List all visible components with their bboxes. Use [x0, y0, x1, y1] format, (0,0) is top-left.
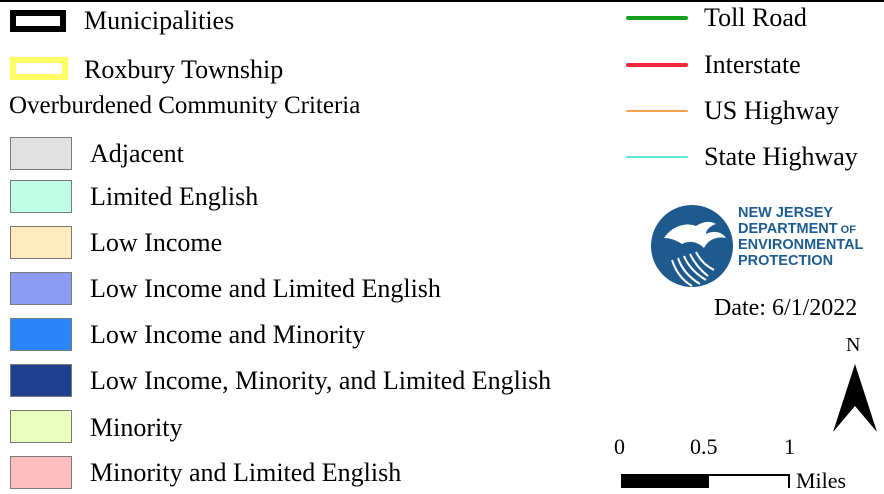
agency-line-2: [738, 222, 863, 239]
criteria-swatch-low-income-limited-english: [10, 272, 72, 305]
interstate-line: [626, 63, 688, 67]
agency-line-1: NEW JERSEY: [738, 205, 834, 221]
criteria-swatch-limited-english: [10, 180, 72, 213]
map-date: Date: 6/1/2022: [714, 295, 858, 321]
scale-segment-black: [621, 474, 707, 488]
criteria-swatch-low-income: [10, 226, 72, 259]
criteria-label-low-income-limited-english: Low Income and Limited English: [90, 274, 441, 303]
north-label: N: [846, 334, 861, 356]
criteria-label-minority-limited-english: Minority and Limited English: [90, 458, 402, 487]
criteria-swatch-minority-limited-english: [10, 456, 72, 489]
criteria-heading: Overburdened Community Criteria: [9, 92, 361, 119]
criteria-label-limited-english: Limited English: [90, 182, 259, 211]
criteria-label-low-income-minority-limited-english: Low Income, Minority, and Limited English: [90, 366, 552, 395]
criteria-swatch-adjacent: [10, 137, 72, 170]
criteria-swatch-minority: [10, 410, 72, 443]
criteria-swatch-low-income-minority: [10, 318, 72, 351]
scale-segment-white: [707, 474, 790, 488]
roxbury-swatch: [10, 57, 68, 80]
toll-road-label: Toll Road: [704, 3, 807, 32]
njdep-logo: [650, 204, 884, 290]
criteria-label-low-income: Low Income: [90, 228, 223, 257]
toll-road-line: [626, 16, 688, 20]
agency-name: [738, 206, 863, 269]
state-highway-line: [626, 156, 688, 158]
criteria-swatch-low-income-minority-limited-english: [10, 364, 72, 397]
us-highway-line: [626, 110, 688, 112]
scale-units: Miles: [796, 468, 847, 493]
agency-line-2-small: OF: [837, 223, 856, 236]
agency-line-2-main: DEPARTMENT: [738, 220, 838, 237]
scale-tick-0: 0: [614, 434, 625, 459]
scale-tick-0-5: 0.5: [690, 434, 718, 459]
top-border: [0, 0, 884, 2]
state-highway-label: State Highway: [704, 142, 858, 171]
njdep-seal-icon: [650, 204, 736, 290]
scale-tick-1: 1: [784, 434, 795, 459]
agency-line-4: PROTECTION: [738, 252, 834, 269]
us-highway-label: US Highway: [704, 96, 840, 125]
criteria-label-minority: Minority: [90, 413, 183, 442]
municipalities-swatch: [10, 10, 66, 32]
interstate-label: Interstate: [704, 50, 801, 79]
criteria-label-adjacent: Adjacent: [90, 139, 184, 168]
municipalities-label: Municipalities: [84, 6, 235, 35]
agency-line-3: ENVIRONMENTAL: [738, 237, 864, 253]
criteria-label-low-income-minority: Low Income and Minority: [90, 320, 366, 349]
north-arrow-icon: [831, 362, 879, 434]
roxbury-label: Roxbury Township: [84, 55, 284, 84]
